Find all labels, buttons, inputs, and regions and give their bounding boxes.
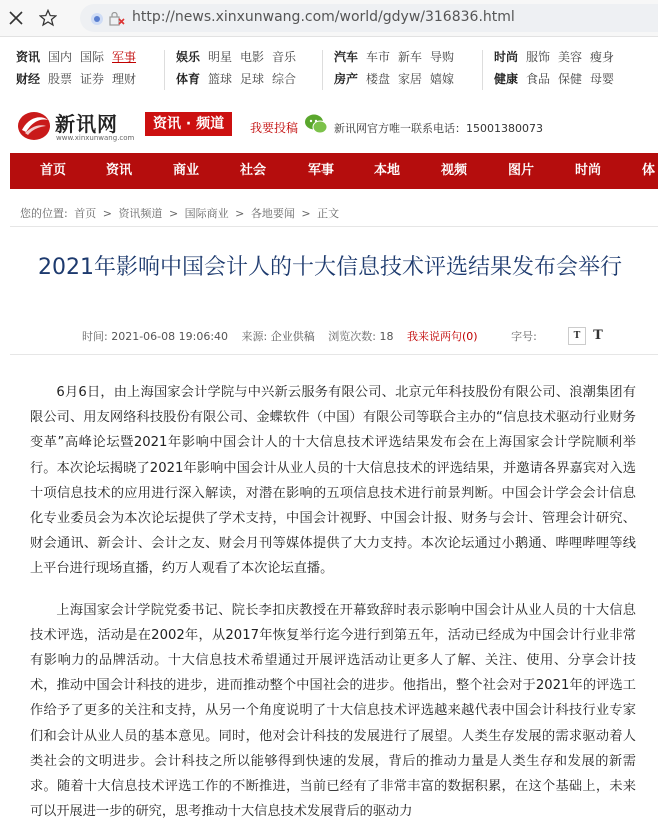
category-link[interactable]: 楼盘 <box>366 72 391 86</box>
wechat-icon[interactable] <box>304 113 328 139</box>
category-link[interactable]: 足球 <box>240 72 265 86</box>
category-link[interactable]: 新车 <box>398 50 423 64</box>
category-link[interactable]: 嬉嫁 <box>430 72 455 86</box>
nav-item-home[interactable]: 首页 <box>40 163 67 178</box>
nav-item-news[interactable]: 资讯 <box>106 163 133 178</box>
category-link[interactable]: 音乐 <box>272 50 297 64</box>
close-tab-button[interactable] <box>4 6 28 30</box>
divider <box>10 226 658 227</box>
views-label: 浏览次数: <box>328 330 376 343</box>
breadcrumb-link[interactable]: 各地要闻 <box>250 207 295 220</box>
category-link[interactable]: 房产 <box>334 72 359 86</box>
breadcrumb-separator: > <box>301 207 311 220</box>
view-count: 18 <box>379 330 394 343</box>
category-link[interactable]: 家居 <box>398 72 423 86</box>
divider <box>322 50 323 90</box>
font-small-button[interactable]: T <box>568 327 586 345</box>
article-source: 企业供稿 <box>270 330 315 343</box>
source-label: 来源: <box>241 330 268 343</box>
nav-item-local[interactable]: 本地 <box>374 163 401 178</box>
address-bar[interactable] <box>80 4 658 32</box>
comment-link[interactable]: 我来说两句(0) <box>406 330 478 343</box>
nav-item-military[interactable]: 军事 <box>308 163 335 178</box>
breadcrumb <box>20 205 342 221</box>
breadcrumb-separator: > <box>168 207 179 220</box>
category-link[interactable]: 理财 <box>112 72 137 86</box>
article-paragraph: 上海国家会计学院党委书记、院长李扣庆教授在开幕致辞时表示影响中国会计从业人员的十大信息技术评选，活动是在2002年，从2017年恢复举行迄今进行到第五年，活动已经成为中国会计行业非常有影响力的品牌活动。十大信息技术希望通过开展评选活动让更多人了解、关注、使用、分享会计技术，推动中国会计科技的进步，进而推动整个中国社会的进步。他指出，整个社会对于2021年的评选工作给予了更多的关注和支持，从另一个角度说明了十大信息技术评选越来越代表中国会计科技行业专家们和会计从业人员的基本意见。同时，他对会计科技的发展进行了展望。人类生存发展的需求驱动着人类社会的文明进步。会计科技之所以能够得到快速的发展，背后的推动力量是人类生存和发展的新需求。随着十大信息技术评选工作的不断推进，当前已经有了非常丰富的数据积累，在这个基础上，未来可以开展进一步的研究，思考推动十大信息技术发展背后的驱动力 <box>30 602 636 820</box>
category-link[interactable]: 食品 <box>526 72 551 86</box>
nav-item-business[interactable]: 商业 <box>173 163 200 178</box>
nav-item-fashion[interactable]: 时尚 <box>575 163 602 178</box>
category-link[interactable]: 保健 <box>558 72 583 86</box>
category-link[interactable]: 母婴 <box>590 72 615 86</box>
category-link[interactable]: 导购 <box>430 50 455 64</box>
logo-text[interactable]: 新讯网 <box>55 112 118 136</box>
divider <box>482 50 483 90</box>
article-meta <box>82 328 537 344</box>
nav-item-society[interactable]: 社会 <box>240 163 267 178</box>
insecure-icon[interactable] <box>109 11 125 30</box>
category-link[interactable]: 证券 <box>80 72 105 86</box>
category-link[interactable]: 车市 <box>366 50 391 64</box>
close-icon <box>9 11 23 25</box>
category-nav <box>0 44 658 96</box>
category-link[interactable]: 体育 <box>176 72 201 86</box>
category-link[interactable]: 财经 <box>16 72 41 86</box>
url-text[interactable]: http://news.xinxunwang.com/world/gdyw/316836.html <box>132 9 515 25</box>
site-header <box>0 100 658 152</box>
nav-item-pictures[interactable]: 图片 <box>508 163 535 178</box>
breadcrumb-link[interactable]: 资讯频道 <box>118 207 163 220</box>
category-link[interactable]: 军事 <box>112 50 137 64</box>
breadcrumb-label: 您的位置: <box>20 207 68 220</box>
submit-article-link[interactable]: 我要投稿 <box>250 121 299 135</box>
category-link[interactable]: 资讯 <box>16 50 41 64</box>
breadcrumb-link[interactable]: 国际商业 <box>184 207 229 220</box>
star-icon <box>39 9 57 27</box>
category-group-auto <box>334 48 462 92</box>
category-link[interactable]: 瘦身 <box>590 50 615 64</box>
category-link[interactable]: 综合 <box>272 72 297 86</box>
breadcrumb-current: 正文 <box>317 207 340 220</box>
category-group-ent <box>176 48 304 92</box>
category-link[interactable]: 汽车 <box>334 50 359 64</box>
category-link[interactable]: 明星 <box>208 50 233 64</box>
nav-item-sports[interactable]: 体 <box>642 163 656 178</box>
category-link[interactable]: 股票 <box>48 72 73 86</box>
channel-tag[interactable]: 资讯 · 频道 <box>145 112 232 136</box>
category-link[interactable]: 美容 <box>558 50 583 64</box>
category-link[interactable]: 娱乐 <box>176 50 201 64</box>
logo-icon[interactable] <box>16 108 52 146</box>
category-link[interactable]: 健康 <box>494 72 519 86</box>
article-paragraph: 6月6日，由上海国家会计学院与中兴新云服务有限公司、北京元年科技股份有限公司、浪潮集团有限公司、用友网络科技股份有限公司、金蝶软件（中国）有限公司等联合主办的“信息技术驱动行业财务变革”高峰论坛暨2021年影响中国会计人的十大信息技术评选结果发布会在上海国家会计学院顺利举行。本次论坛揭晓了2021年影响中国会计从业人员的十大信息技术的评选结果，并邀请各界嘉宾对入选十项信息技术的应用进行深入解读，对潜在影响的五项信息技术进行前景判断。中国会计学会会计信息化专业委员会为本次论坛提供了学术支持，中国会计视野、中国会计报、财务与会计、管理会计研究、财会通讯、新会计、会计之友、财会月刊等媒体提供了大力支持。本次论坛通过小鹅通、哔哩哔哩等线上平台进行现场直播，约万人观看了本次论坛直播。 <box>30 385 636 577</box>
contact-phone: 新讯网官方唯一联系电话：15001380073 <box>334 122 543 135</box>
category-link[interactable]: 篮球 <box>208 72 233 86</box>
category-link[interactable]: 国际 <box>80 50 105 64</box>
logo-domain: www.xinxunwang.com <box>56 134 135 142</box>
font-large-button[interactable]: T <box>593 328 603 343</box>
article-title: 2021年影响中国会计人的十大信息技术评选结果发布会举行 <box>38 255 622 280</box>
category-group-news <box>16 48 144 92</box>
site-info-icon[interactable] <box>90 11 104 30</box>
breadcrumb-separator: > <box>102 207 112 220</box>
category-link[interactable]: 时尚 <box>494 50 519 64</box>
font-size-label: 字号: <box>511 330 537 343</box>
breadcrumb-link[interactable]: 首页 <box>74 207 97 220</box>
divider <box>164 50 165 90</box>
publish-time: 2021-06-08 19:06:40 <box>111 330 229 343</box>
breadcrumb-separator: > <box>235 207 245 220</box>
category-link[interactable]: 电影 <box>240 50 265 64</box>
category-group-fashion <box>494 48 622 92</box>
nav-item-video[interactable]: 视频 <box>441 163 468 178</box>
time-label: 时间: <box>82 330 108 343</box>
article-body <box>30 380 636 840</box>
category-link[interactable]: 服饰 <box>526 50 551 64</box>
favorite-button[interactable] <box>36 6 60 30</box>
divider <box>10 354 658 355</box>
browser-toolbar <box>0 0 658 37</box>
category-link[interactable]: 国内 <box>48 50 73 64</box>
main-nav <box>10 153 658 189</box>
